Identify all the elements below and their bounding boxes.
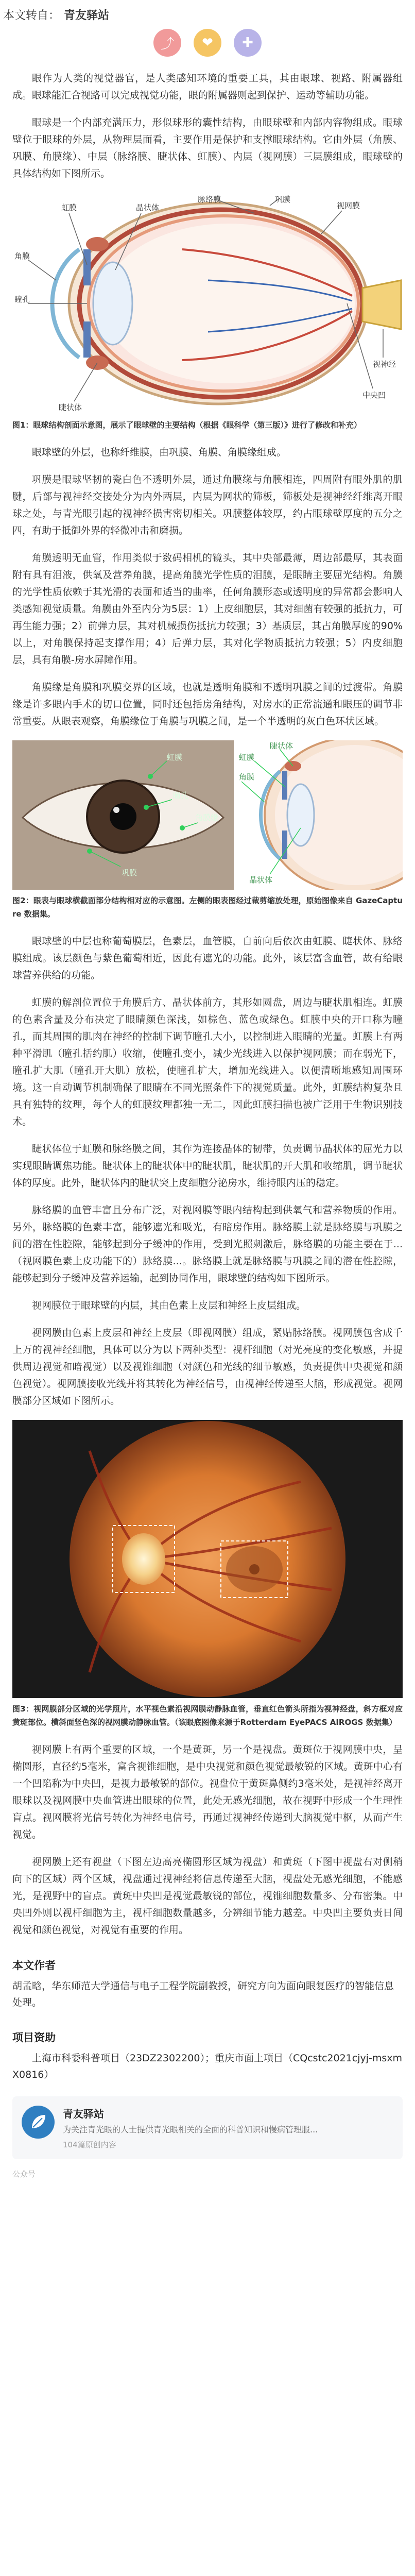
share-icon[interactable]: ⤴ xyxy=(153,29,181,57)
paragraph-intro: 眼作为人类的视觉器官，是人类感知环境的重要工具，其由眼球、视路、附属器组成。眼球能汇合视路可以完成视觉功能，眼的附属器则起到保护、运动等辅助功能。 xyxy=(12,73,403,101)
lens-shape xyxy=(93,262,132,345)
label-photo-iris: 虹膜 xyxy=(167,753,183,762)
fundus-background xyxy=(70,1421,345,1697)
label-lens: 晶状体 xyxy=(136,203,160,212)
like-icon[interactable]: ❤ xyxy=(194,29,221,57)
figure-fundus xyxy=(12,1420,403,1729)
paragraph-eyeball-wall: 眼球是一个内部充满压力，形似球形的囊性结构，由眼球壁和内部内容物组成。眼球壁位于眼球的外层，从物理层面看，主要作用是保护和支撑眼球结构。它由外层（角膜、巩膜、角膜缘）、中层（脉络膜、睫状体、虹膜）、内层（视网膜）三层膜组成，眼球壁的具体结构如下图所示。 xyxy=(12,117,403,179)
optic-disc xyxy=(122,1533,165,1585)
leaf-icon xyxy=(28,2112,48,2132)
repost-label: 本文转自： xyxy=(3,9,60,22)
figure2-caption-text: 图2：眼表与眼球横截面部分结构相对应的示意图。左侧的眼表图经过裁剪缩放处理，原始图像来自 GazeCapture 数据集。 xyxy=(12,896,403,919)
paragraph-outer-layer: 眼球壁的外层，也称纤维膜，由巩膜、角膜、角膜缘组成。 xyxy=(32,447,287,458)
label-section-ciliary: 睫状体 xyxy=(270,741,293,751)
account-card[interactable] xyxy=(12,2096,403,2159)
label-retina: 视网膜 xyxy=(337,201,360,210)
iris-top xyxy=(83,249,91,285)
label-photo-sclera: 巩膜 xyxy=(122,868,137,877)
funding-heading: 项目资助 xyxy=(12,2031,56,2044)
paragraph-disc-macula-2: 视网膜上还有视盘（下图左边高亮椭圆形区域为视盘）和黄斑（下图中视盘右对侧稍向下的区域）两个区域，视盘通过视神经将信息传递至大脑，视盘处无感光细胞，不能感光，是视野中的盲点。黄斑中央凹是视觉最敏锐的部位，视锥细胞数量多、分布密集。中央凹外则以视杆细胞为主，视杆细胞数量越多，分辨细节能力越差。中央凹主要负责日间视觉和颜色视觉，对视觉有重要的作用。 xyxy=(12,1856,403,1936)
vitreous-shape xyxy=(102,224,355,383)
eyeball-diagram xyxy=(12,193,403,414)
repost-source-name[interactable]: 青友驿站 xyxy=(64,9,110,22)
paragraph-inner-layer: 视网膜位于眼球壁的内层，其由色素上皮层和神经上皮层组成。 xyxy=(32,1300,306,1311)
paragraph-disc-macula: 视网膜上有两个重要的区域，一个是黄斑，另一个是视盘。黄斑位于视网膜中央，呈椭圆形，直径约5毫米，富含视锥细胞，是中央视觉和颜色视觉最敏锐的区域。黄斑中心有一个凹陷称为中央凹，是视力最敏锐的部位。视盘位于黄斑鼻侧约3毫米处，是视神经离开眼球以及视网膜中央血管进出眼球的位置，此处无感光细胞，故在视野中形成一个生理性盲点。视网膜将光信号转化为神经电信号，再通过视神经传递到大脑视觉中枢，从而产生视觉。 xyxy=(12,1744,403,1840)
article-page xyxy=(0,3,415,2200)
label-fovea: 中央凹 xyxy=(362,391,386,400)
author-heading: 本文作者 xyxy=(12,1959,56,1972)
iris-bottom xyxy=(83,321,91,358)
paragraph-middle-layer: 眼球壁的中层也称葡萄膜层，色素层，血管膜，自前向后依次由虹膜、睫状体、脉络膜组成。该层颜色与紫色葡萄相近，因此有遮光的功能。此外，该层富含血管，故有给眼球营养供给的功能。 xyxy=(12,936,403,981)
figure2-caption xyxy=(12,894,403,921)
paragraph-limbus: 角膜缘是角膜和巩膜交界的区域，也就是透明角膜和不透明巩膜之间的过渡带。角膜缘是许多眼内手术的切口位置，同时还包括房角结构，对房水的正常流通和眼压的调节非常重要。从眼表观察，角膜缘位于角膜与巩膜之间，是一个半透明的灰白色环状区域。 xyxy=(12,682,403,727)
figure1-caption-text: 图1：眼球结构剖面示意图，展示了眼球壁的主要结构（根据《眼科学（第三版）》进行了修改和补充） xyxy=(12,420,361,430)
label-photo-pupil: 瞳孔 xyxy=(173,791,189,800)
paragraph-cornea: 角膜透明无血管，作用类似于数码相机的镜头，其中央部最薄，周边部最厚，其表面附有具有泪液，供氧及营养角膜，提高角膜光学性质的泪膜，是眼睛主要屈光结构。角膜的光学性质依赖于其光滑的表面和适当的曲率，任何角膜形态或透明度的异常都会影响人类感知视觉质量。角膜由外至内分为5层：1）上皮细胞层，其对细菌有较强的抵抗力，可再生能力强；2）前弹力层，其对机械损伤抵抗力较强；3）基质层，其占角膜厚度的90%以上，对角膜保持起支撑作用；4）后弹力层，其对化学物质抵抗力较强；5）内皮细胞层，具有角膜-房水屏障作用。 xyxy=(12,552,403,666)
label-section-iris: 虹膜 xyxy=(239,753,255,762)
thumb-icon[interactable]: ✚ xyxy=(234,29,262,57)
paragraph-ciliary: 睫状体位于虹膜和脉络膜之间，其作为连接晶体的韧带，负责调节晶状体的屈光力以实现眼睛调焦功能。睫状体上的睫状体中的睫状肌，睫状肌的开大肌和收缩肌，调节睫状体的厚度。此外，睫状体内的睫状突上皮细胞分泌房水，维持眼内压的稳定。 xyxy=(12,1143,403,1189)
paragraph-iris: 虹膜的解剖位置位于角膜后方、晶状体前方，其形如圆盘，周边与睫状肌相连。虹膜的色素含量及分布决定了眼睛颜色深浅，如棕色、蓝色或绿色。虹膜中央的开口称为瞳孔，而其周围的肌肉在神经的控制下调节瞳孔大小，以控制进入眼睛的光量。虹膜上有两种平滑肌（瞳孔括约肌）收缩，使瞳孔变小，减少光线进入以保护视网膜；而在弱光下，瞳孔扩大肌（瞳孔开大肌）放松，使瞳孔扩大，增加光线进入。以便清晰地感知周围环境。这一自动调节机制确保了眼睛在不同光照条件下的视觉质量。此外，虹膜结构复杂且具有独特的纹理，每个人的虹膜纹理都独一无二，因此虹膜扫描也被广泛用于生物识别技术。 xyxy=(12,997,403,1127)
label-photo-limbus: 角膜缘 xyxy=(195,813,219,822)
social-icon-row xyxy=(12,29,403,57)
account-avatar xyxy=(22,2106,55,2139)
account-text xyxy=(63,2106,318,2150)
paragraph-retina: 视网膜由色素上皮层和神经上皮层（即视网膜）组成，紧贴脉络膜。视网膜包含成千上万的视神经细胞，具体可以分为以下两种类型：视杆细胞（对光亮度的变化敏感，并提供周边视觉和暗视觉）以及视锥细胞（对颜色和光线的细节敏感，负责提供中央视觉和颜色视觉）。视网膜接收光线并将其转化为神经信号，由视神经传递至大脑，形成视觉。视网膜部分区域如下图所示。 xyxy=(12,1327,403,1406)
repost-header xyxy=(0,3,403,26)
label-cornea: 角膜 xyxy=(14,251,30,261)
funding-line: 上海市科委科普项目（23DZ2302200）；重庆市面上项目（CQcstc2021cjyj-msxmX0816） xyxy=(12,2053,403,2080)
figure-eye-surface xyxy=(12,740,403,921)
figure3-caption xyxy=(12,1702,403,1729)
paragraph-sclera: 巩膜是眼球坚韧的瓷白色不透明外层，通过角膜缘与角膜相连，四周附有眼外肌的肌腱，后部与视神经交接处分为内外两层，内层为网状的筛板，筛板处是视神经纤维离开眼球之处，与青光眼引起的视神经损害密切相关。巩膜整体较厚，约占眼球壁厚度的五分之四，有助于抵御外界的轻微冲击和磨损。 xyxy=(12,474,403,536)
label-iris: 虹膜 xyxy=(61,203,77,212)
figure3-caption-text: 图3：视网膜部分区域的光学照片，水平视色素沿视网膜动静脉血管，垂直红色箭头所指为视神经盘，斜方框对应黄斑部位。横斜面竖色深的视网膜动静脉血管。（该眼底图像来源于Rotterdam EyePACS AIROGS 数据集） xyxy=(12,1704,403,1727)
optic-nerve-shape xyxy=(362,280,401,329)
eye-surface-diagram xyxy=(12,740,403,890)
label-pupil: 瞳孔 xyxy=(14,295,30,304)
footer-label: 公众号 xyxy=(12,2170,36,2179)
account-description: 为关注青光眼的人士提供青光眼相关的全面的科普知识和慢病管理服... xyxy=(63,2125,318,2134)
label-section-lens: 晶状体 xyxy=(249,875,273,885)
photo-pupil xyxy=(110,803,136,830)
figure-eyeball-cross-section xyxy=(12,193,403,432)
label-ciliary-body: 睫状体 xyxy=(59,403,82,412)
author-name-line: 胡孟晗，华东师范大学通信与电子工程学院副教授，研究方向为面向眼复医疗的智能信息处理。 xyxy=(12,1980,394,2008)
paragraph-choroid: 脉络膜的血管丰富且分布广泛，对视网膜等眼内结构起到供氧气和营养物质的作用。另外，脉络膜的色素丰富，能够遮光和吸光，有暗房作用。脉络膜上就是脉络膜与巩膜之间的潜在性腔隙，能够起到分子缓冲的作用，受到光照刺激后，脉络膜的功能主要在于...（视网膜色素上皮功能下的）脉络膜...。脉络膜上就是脉络膜与巩膜之间的潜在性腔隙，能够起到分子缓冲及营养运输，起到协同作用，眼球壁的结构如下图所示。 xyxy=(12,1205,403,1284)
label-section-cornea: 角膜 xyxy=(239,772,255,782)
label-optic-nerve: 视神经 xyxy=(373,360,396,369)
account-name: 青友驿站 xyxy=(63,2108,104,2120)
figure1-caption xyxy=(12,418,403,432)
fundus-photo xyxy=(12,1420,403,1698)
label-sclera: 巩膜 xyxy=(275,195,291,204)
label-choroid: 脉络膜 xyxy=(198,195,221,204)
account-article-count: 104篇原创内容 xyxy=(63,2140,116,2149)
